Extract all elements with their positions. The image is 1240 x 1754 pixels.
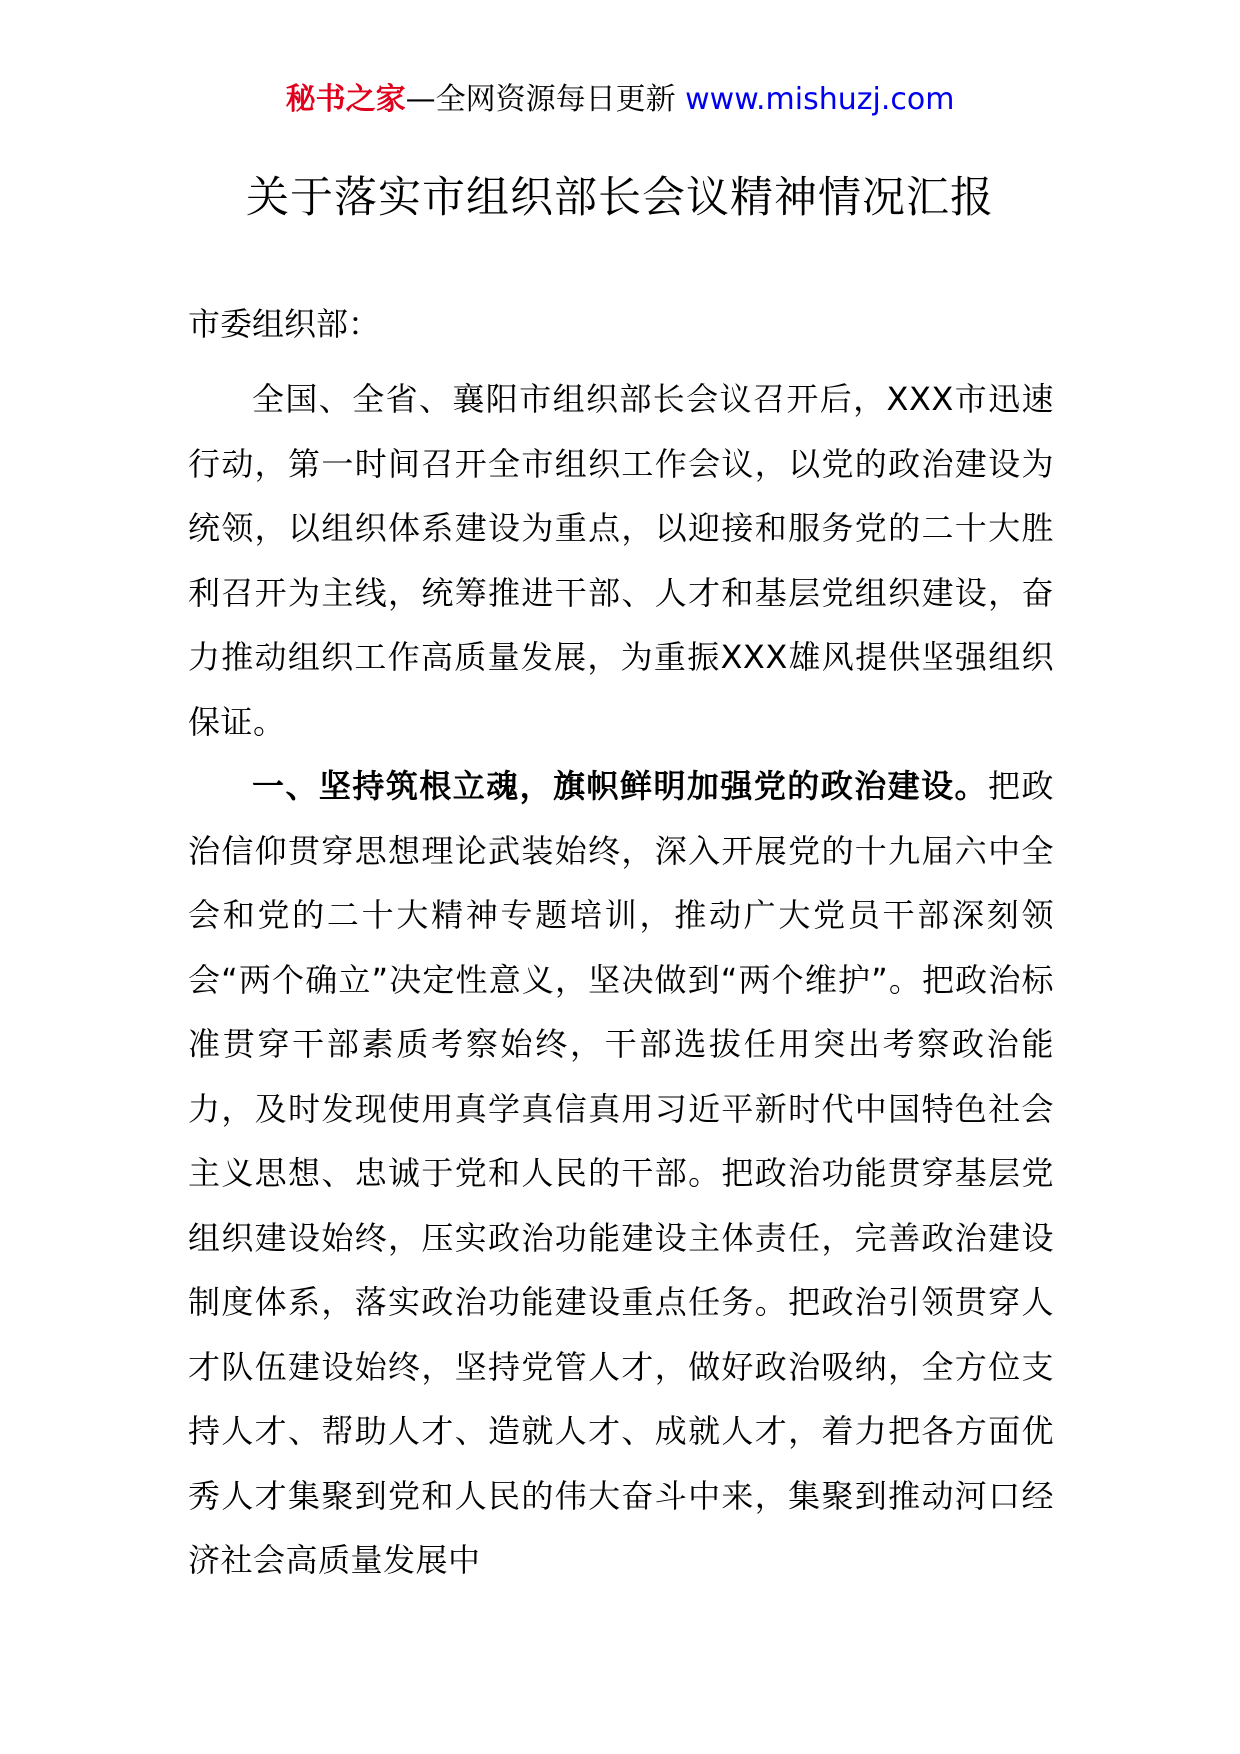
banner-brand: 秘书之家 [285, 82, 406, 117]
paragraph-intro: 全国、全省、襄阳市组织部长会议召开后，XXX市迅速行动，第一时间召开全市组织工作会议，以党的政治建设为统领，以组织体系建设为重点，以迎接和服务党的二十大胜利召开为主线，统筹推进干部、人才和基层党组织建设，奋力推动组织工作高质量发展，为重振XXX雄风提供坚强组织保证。 [188, 380, 1054, 741]
salutation: 市委组织部： [188, 305, 381, 343]
paragraph-section-one [188, 754, 1054, 1593]
document-title: 关于落实市组织部长会议精神情况汇报 [246, 173, 994, 223]
banner-site-link[interactable]: www.mishuzj.com [685, 82, 955, 117]
banner-tagline: —全网资源每日更新 [405, 82, 686, 117]
section-one-body: 把政治信仰贯穿思想理论武装始终，深入开展党的十九届六中全会和党的二十大精神专题培训，推动广大党员干部深刻领会“两个确立”决定性意义，坚决做到“两个维护”。把政治标准贯穿干部素质考察始终，干部选拔任用突出考察政治能力，及时发现使用真学真信真用习近平新时代中国特色社会主义思想、忠诚于党和人民的干部。把政治功能贯穿基层党组织建设始终，压实政治功能建设主体责任，完善政治建设制度体系，落实政治功能建设重点任务。把政治引领贯穿人才队伍建设始终，坚持党管人才，做好政治吸纳，全方位支持人才、帮助人才、造就人才、成就人才，着力把各方面优秀人才集聚到党和人民的伟大奋斗中来，集聚到推动河口经济社会高质量发展中 [188, 767, 1054, 1579]
watermark-banner [0, 78, 1240, 122]
section-one-heading: 一、坚持筑根立魂，旗帜鲜明加强党的政治建设。 [252, 767, 989, 805]
